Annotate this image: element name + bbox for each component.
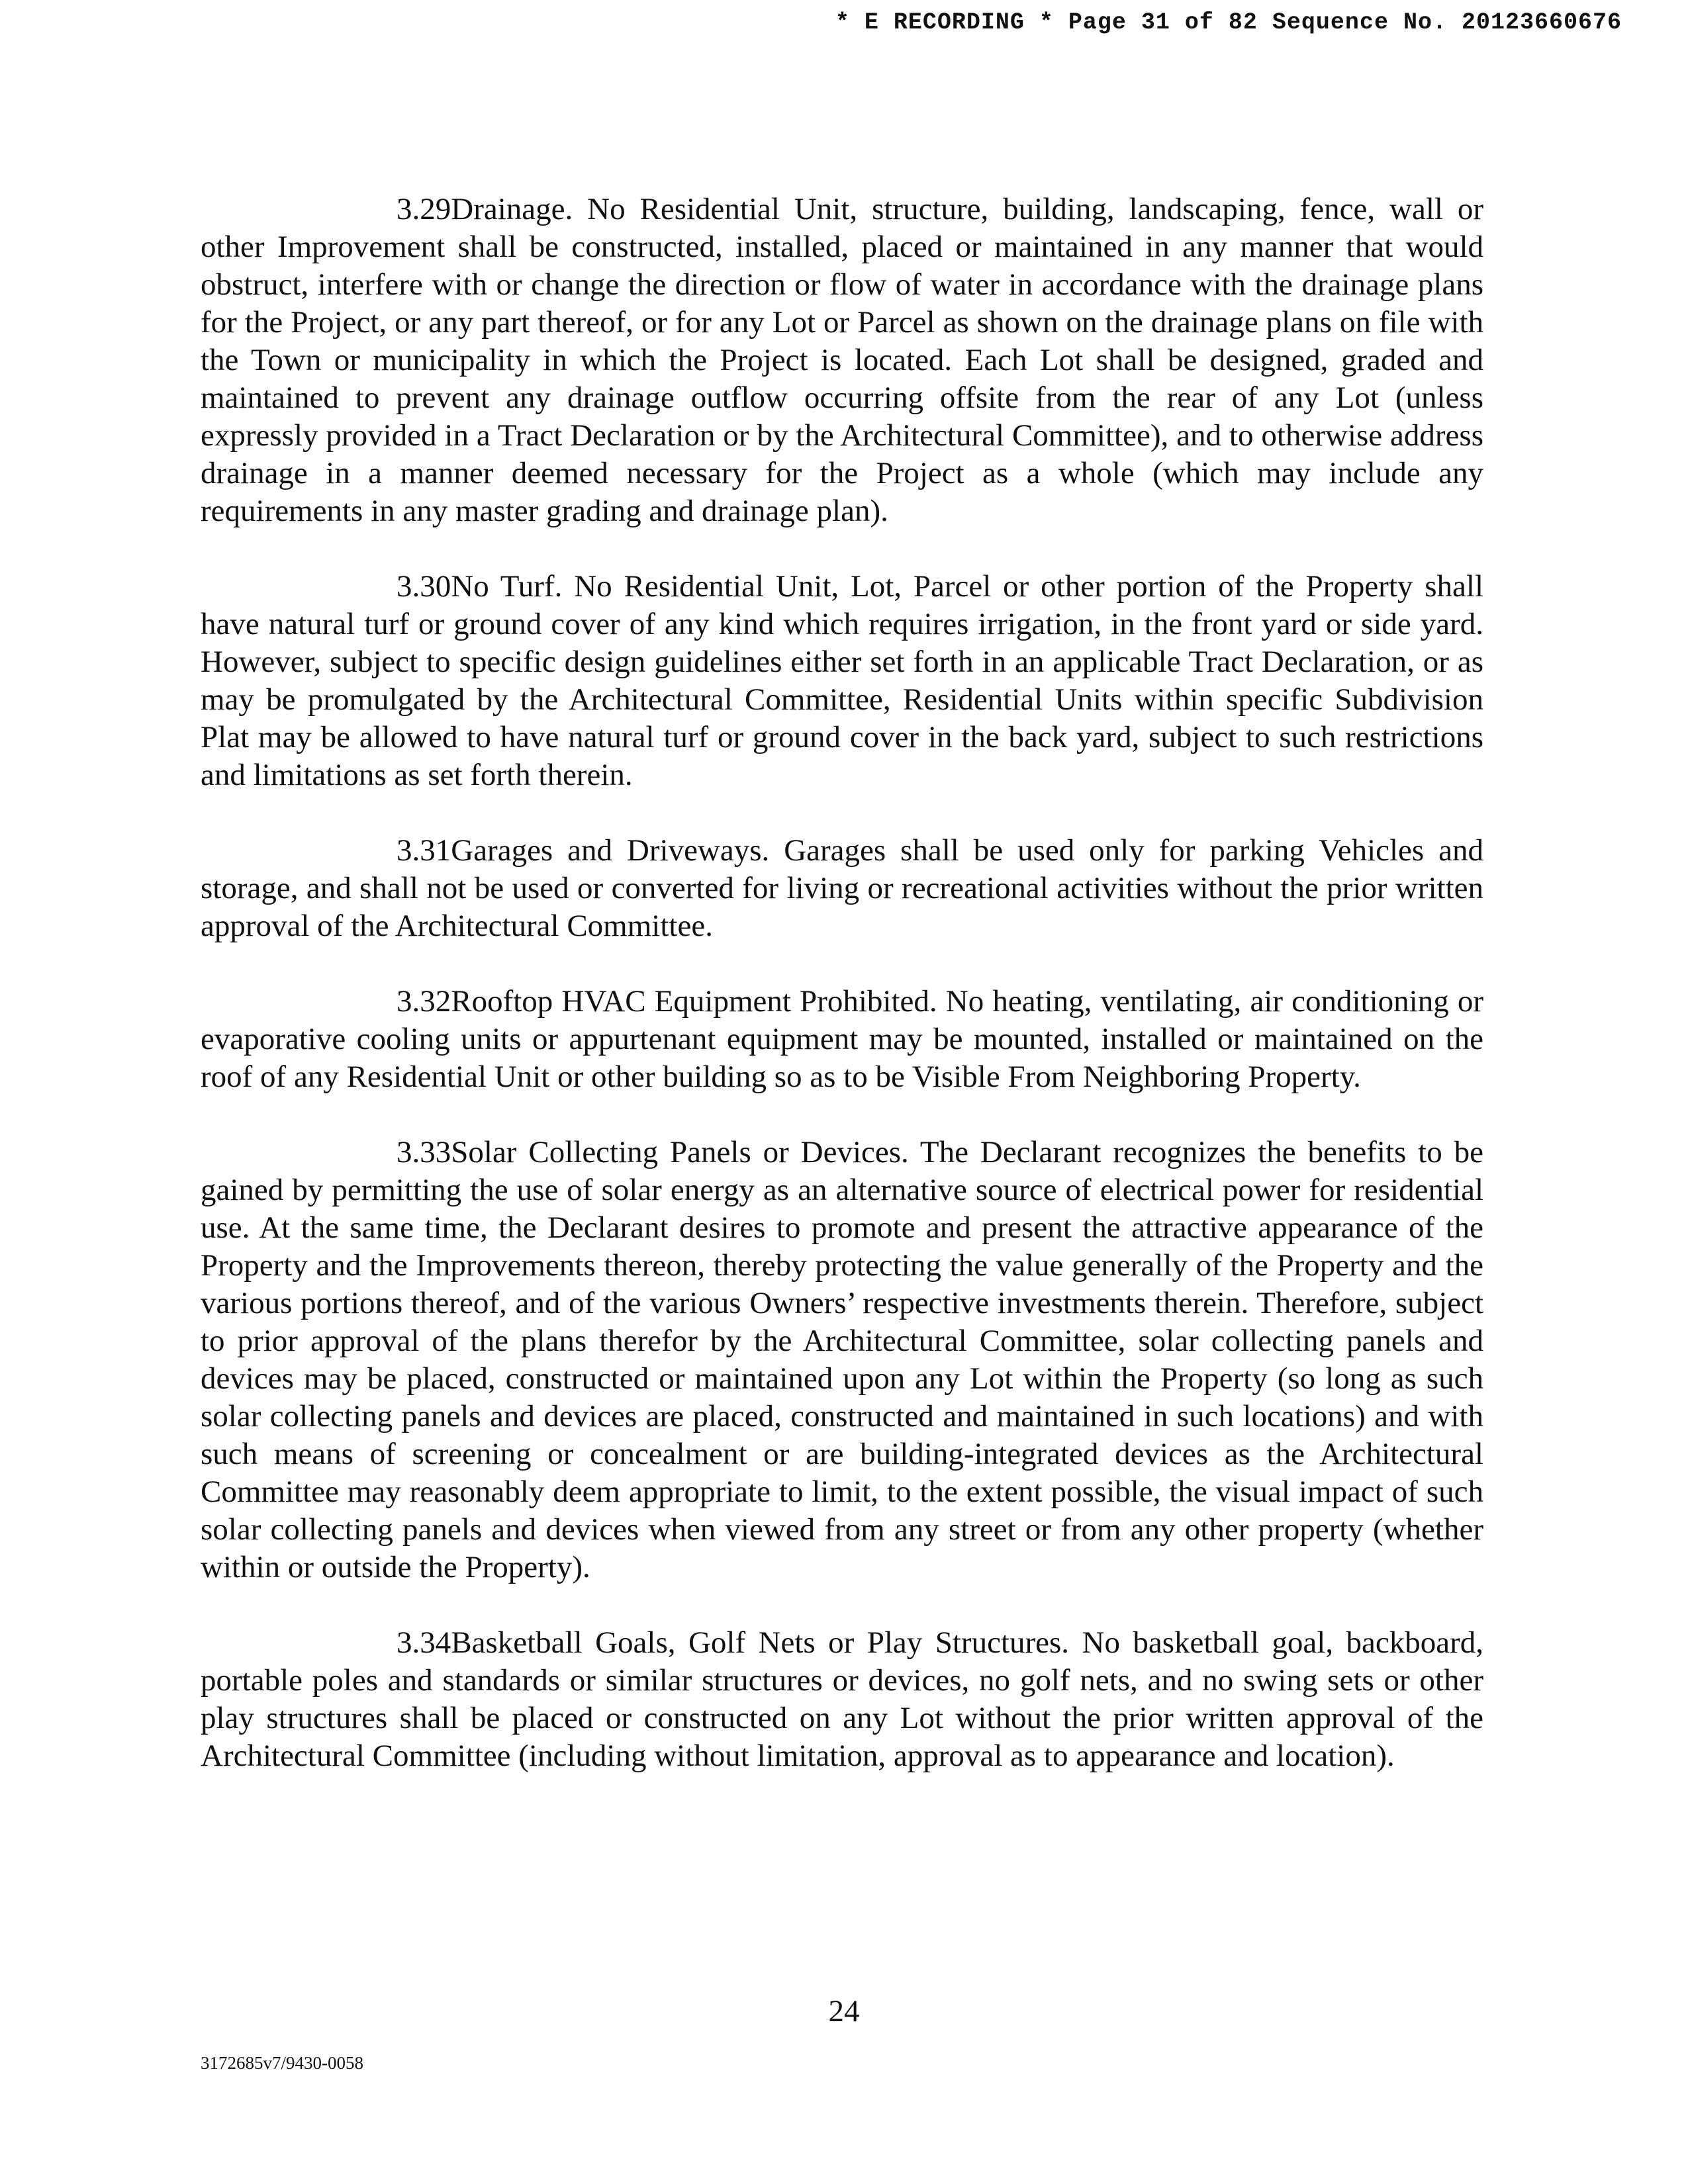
section-text: No basketball goal, backboard, portable poles and standards or similar structures or devices, no golf nets, and no swing sets or other play structures shall be placed or constructed on any Lot without the prior written approval of the Architectural Committee (including without limitation, approval as to appearance and location). (201, 1625, 1483, 1773)
section-text: The Declarant recognizes the benefits to be gained by permitting the use of solar energy as an alternative source of electrical power for residential use. At the same time, the Declarant desires to promote and present the attractive appearance of the Property and the Improvements thereon, thereby protecting the value generally of the Property and the various portions thereof, and of the various Owners’ respective investments therein. Therefore, subject to prior approval of the plans therefor by the Architectural Committee, solar collecting panels and devices may be placed, constructed or maintained upon any Lot within the Property (so long as such solar collecting panels and devices are placed, constructed and maintained in such locations) and with such means of screening or concealment or are building-integrated devices as the Architectural Committee may reasonably deem appropriate to limit, to the extent possible, the visual impact of such solar collecting panels and devices when viewed from any street or from any other property (whether within or outside the Property). (201, 1135, 1483, 1584)
section-3-29 (201, 191, 1483, 530)
section-number: 3.31 (397, 833, 451, 868)
section-title: Garages and Driveways. (451, 833, 770, 868)
section-text: No Residential Unit, Lot, Parcel or other portion of the Property shall have natural turf or ground cover of any kind which requires irrigation, in the front yard or side yard. However, subject to specific design guidelines either set forth in an applicable Tract Declaration, or as may be promulgated by the Architectural Committee, Residential Units within specific Subdivision Plat may be allowed to have natural turf or ground cover in the back yard, subject to such restrictions and limitations as set forth therein. (201, 569, 1484, 792)
page-number: 24 (828, 1994, 860, 2028)
document-id: 3172685v7/9430-0058 (201, 2053, 363, 2073)
section-title: Rooftop HVAC Equipment Prohibited. (451, 984, 937, 1019)
section-title: No Turf. (451, 569, 563, 604)
recording-header: * E RECORDING * Page 31 of 82 Sequence No. 20123660676 (835, 9, 1622, 36)
section-number: 3.33 (397, 1135, 451, 1169)
section-number: 3.32 (397, 984, 451, 1019)
section-title: Solar Collecting Panels or Devices. (451, 1135, 909, 1169)
section-3-32 (201, 983, 1483, 1096)
section-number: 3.30 (397, 569, 451, 604)
section-3-31 (201, 832, 1483, 945)
document-body (201, 191, 1483, 1813)
section-3-30 (201, 568, 1483, 794)
section-3-33 (201, 1134, 1483, 1586)
section-text: Garages shall be used only for parking Vehicles and storage, and shall not be used or converted for living or recreational activities without the prior written approval of the Architectural Committee. (201, 833, 1483, 943)
section-3-34 (201, 1624, 1483, 1775)
section-title: Drainage. (451, 192, 573, 226)
section-text: No heating, ventilating, air conditioning or evaporative cooling units or appurtenant equipment may be mounted, installed or maintained on the roof of any Residential Unit or other building so as to be Visible From Neighboring Property. (201, 984, 1484, 1094)
section-text: No Residential Unit, structure, building, landscaping, fence, wall or other Improvement shall be constructed, installed, placed or maintained in any manner that would obstruct, interfere with or change the direction or flow of water in accordance with the drainage plans for the Project, or any part thereof, or for any Lot or Parcel as shown on the drainage plans on file with the Town or municipality in which the Project is located. Each Lot shall be designed, graded and maintained to prevent any drainage outflow occurring offsite from the rear of any Lot (unless expressly provided in a Tract Declaration or by the Architectural Committee), and to otherwise address drainage in a manner deemed necessary for the Project as a whole (which may include any requirements in any master grading and drainage plan). (201, 192, 1483, 528)
section-number: 3.34 (397, 1625, 451, 1660)
section-title: Basketball Goals, Golf Nets or Play Structures. (451, 1625, 1070, 1660)
section-number: 3.29 (397, 192, 451, 226)
